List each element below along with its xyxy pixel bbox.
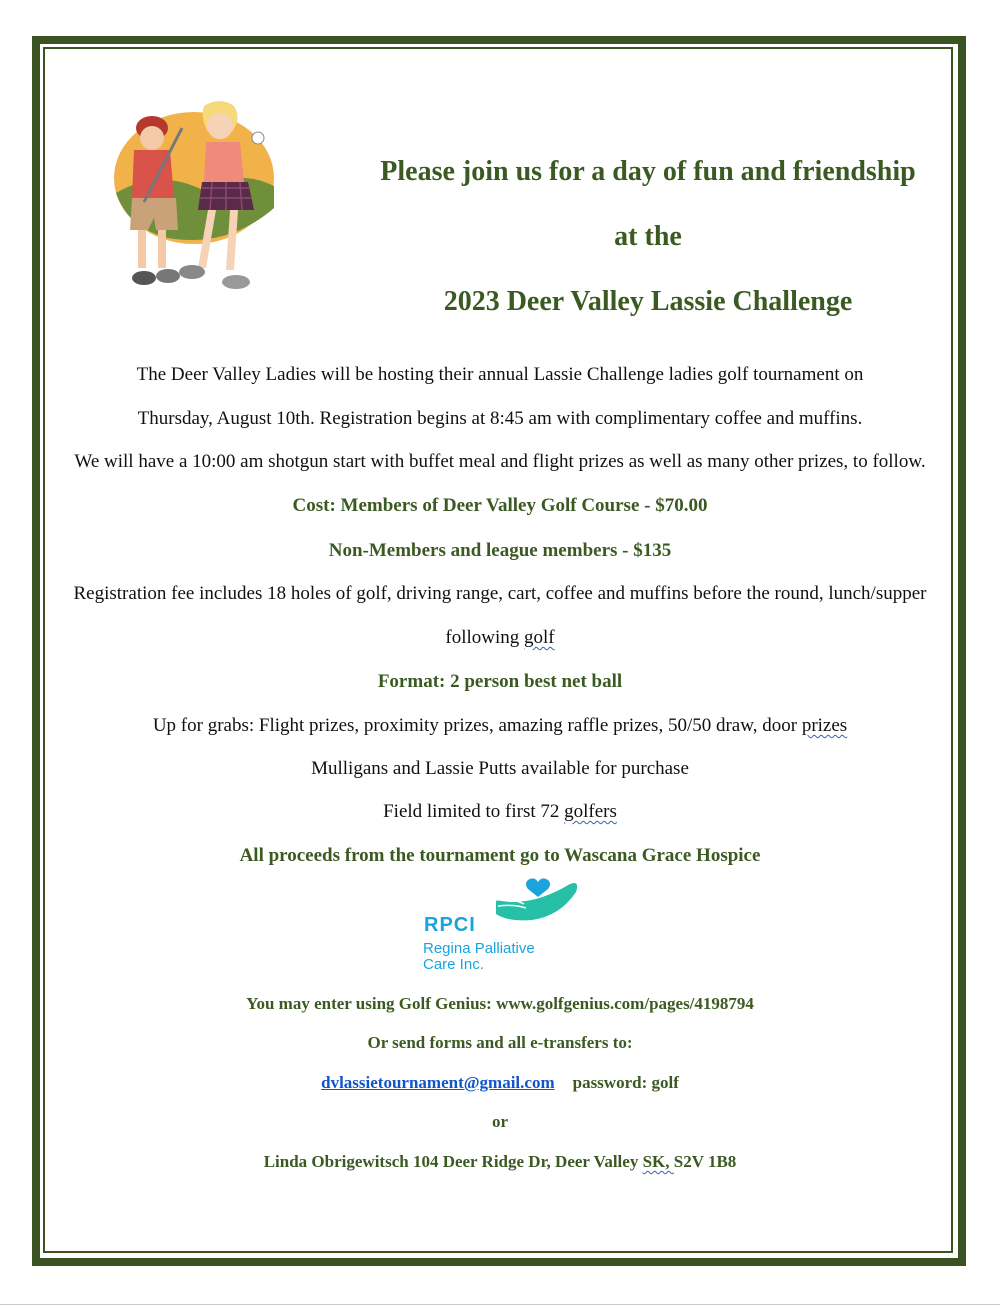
field-golfers-word: golfers (564, 801, 617, 822)
intro-line-1: The Deer Valley Ladies will be hosting their annual Lassie Challenge ladies golf tournament on (136, 364, 864, 385)
prizes-word: prizes (801, 715, 848, 736)
prizes-text: Up for grabs: Flight prizes, proximity prizes, amazing raffle prizes, 50/50 draw, door (152, 715, 802, 736)
proceeds-text: All proceeds from the tournament go to Wascana Grace Hospice (239, 845, 761, 866)
intro-line-2: Thursday, August 10th. Registration begins at 8:45 am with complimentary coffee and muffins. (137, 408, 863, 429)
fee-golf-word: golf (524, 627, 555, 648)
or-text: or (491, 1112, 509, 1131)
field-text: Field limited to first 72 (383, 801, 565, 822)
intro-line-3: We will have a 10:00 am shotgun start with buffet meal and flight prizes as well as many other prizes, to follow. (74, 451, 926, 472)
email-line (0, 1073, 1000, 1093)
address-postal: S2V 1B8 (673, 1152, 737, 1171)
golfers-illustration (108, 98, 278, 298)
page-bottom-divider (0, 1304, 1000, 1305)
email-link[interactable]: dvlassietournament@gmail.com (321, 1073, 555, 1092)
rpci-name-line-1: Regina Palliative (423, 940, 535, 957)
heading-line-1: Please join us for a day of fun and friendship (380, 156, 916, 187)
field-line (0, 801, 1000, 823)
cost-members: Cost: Members of Deer Valley Golf Course - $70.00 (292, 495, 708, 516)
golfers-icon (108, 98, 278, 298)
fee-line-1: Registration fee includes 18 holes of golf, driving range, cart, coffee and muffins before the round, lunch/supper (73, 583, 927, 604)
rpci-name-line-2: Care Inc. (423, 956, 484, 973)
golf-genius-text: You may enter using Golf Genius: www.golfgenius.com/pages/4198794 (246, 994, 754, 1013)
password-text: password: golf (572, 1073, 679, 1092)
heading-line-3: 2023 Deer Valley Lassie Challenge (443, 286, 853, 317)
format-text: Format: 2 person best net ball (377, 671, 623, 692)
cost-non-members: Non-Members and league members - $135 (328, 540, 672, 561)
rpci-logo (420, 878, 590, 974)
fee-line-2-text: following (445, 627, 525, 648)
address-line (0, 1152, 1000, 1172)
rpci-acronym: RPCI (424, 914, 476, 936)
address-text: Linda Obrigewitsch 104 Deer Ridge Dr, Deer Valley (263, 1152, 643, 1171)
heading-line-2: at the (614, 221, 682, 252)
fee-line-2 (0, 627, 1000, 649)
prizes-line (0, 715, 1000, 737)
address-sk: SK, (642, 1152, 674, 1171)
send-forms-text: Or send forms and all e-transfers to: (367, 1033, 633, 1052)
mulligans-text: Mulligans and Lassie Putts available for purchase (311, 758, 689, 779)
